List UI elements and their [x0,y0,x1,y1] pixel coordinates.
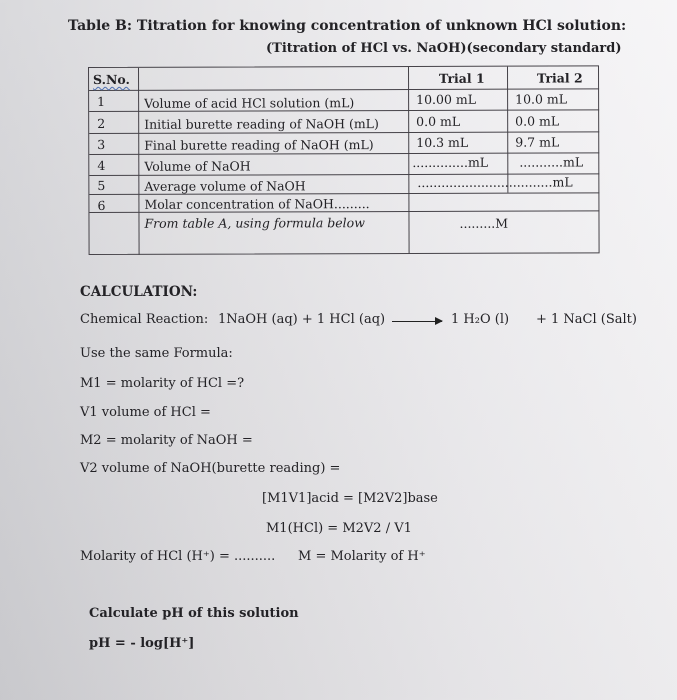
row-4-trial-2: ...........mL [519,154,584,170]
titration-table [88,65,600,255]
row-3-trial-1: 10.3 mL [416,134,469,150]
ph-prompt: Calculate pH of this solution [89,606,299,621]
row-5-merged-value: ..................................mL [417,174,573,190]
row-6-sno: 6 [97,197,106,213]
product-water: 1 H₂O (l) [451,312,510,327]
row-6-merged-value: .........M [459,215,509,231]
m1-line: M1 = molarity of HCl =? [80,376,245,391]
molarity-line-suffix: M = Molarity of H⁺ [298,549,426,564]
header-trial-1: Trial 1 [439,70,485,86]
table-divider-2 [408,67,410,254]
row-3-trial-2: 9.7 mL [515,134,560,150]
table-row-line-1 [89,88,599,91]
row-4-trial-1: ..............mL [412,154,489,170]
v1-line: V1 volume of HCl = [80,405,211,420]
row-1-sno: 1 [97,93,106,109]
m2-line: M2 = molarity of NaOH = [80,433,253,448]
reaction-arrow-icon [392,321,442,322]
row-1-trial-1: 10.00 mL [416,91,477,107]
chemical-reaction-label: Chemical Reaction: [80,312,209,327]
row-2-sno: 2 [97,115,106,131]
solve-line: M1(HCl) = M2V2 / V1 [266,521,412,536]
chemical-reaction-reactants: 1NaOH (aq) + 1 HCl (aq) [218,312,386,327]
molarity-line-prefix: Molarity of HCl (H⁺) = .......... [80,549,276,564]
table-title: Table B: Titration for knowing concentration of unknown HCl solution: [68,18,627,34]
row-5-label: Average volume of NaOH [144,178,306,194]
header-trial-2: Trial 2 [537,70,583,86]
row-4-label: Volume of NaOH [144,158,251,174]
row-2-trial-1: 0.0 mL [416,113,461,129]
row-6-label: Molar concentration of NaOH......... [144,196,370,212]
row-1-label: Volume of acid HCl solution (mL) [144,95,355,111]
header-sno: S.No. [93,71,130,87]
use-formula-line: Use the same Formula: [80,346,233,361]
row-2-label: Initial burette reading of NaOH (mL) [144,116,379,132]
table-divider-1 [138,68,140,255]
row-2-trial-2: 0.0 mL [515,113,560,129]
table-subtitle: (Titration of HCl vs. NaOH)(secondary standard) [266,41,622,56]
row-4-sno: 4 [97,157,106,173]
row-5-sno: 5 [97,177,106,193]
row-3-sno: 3 [97,136,106,152]
v2-line: V2 volume of NaOH(burette reading) = [80,461,341,476]
row-1-trial-2: 10.0 mL [515,91,568,107]
row-6-note: From table A, using formula below [144,215,365,231]
calculation-heading: CALCULATION: [80,284,198,300]
ph-formula: pH = - log[H⁺] [89,636,195,651]
product-salt: + 1 NaCl (Salt) [536,312,637,327]
table-row-line-3 [89,131,599,134]
row-3-label: Final burette reading of NaOH (mL) [144,137,374,153]
formula-line: [M1V1]acid = [M2V2]base [262,491,438,506]
